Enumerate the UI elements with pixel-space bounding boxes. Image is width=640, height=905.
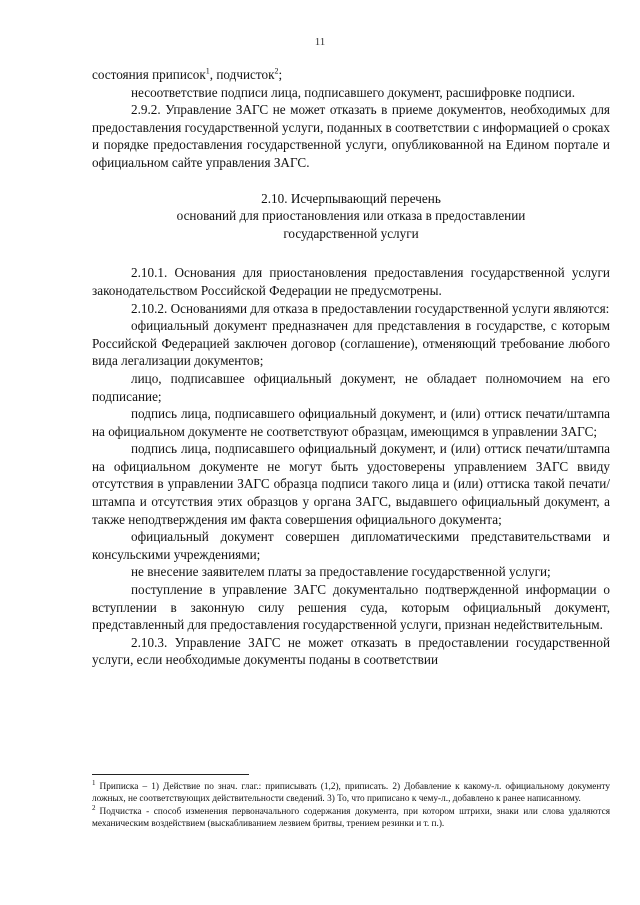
section-heading — [92, 190, 610, 243]
footnote-ref-1[interactable]: 1 — [205, 66, 210, 76]
list-item: официальный документ совершен дипломатическими представительствами и консульскими учреждениями; — [92, 529, 610, 562]
list-item: подпись лица, подписавшего официальный документ, и (или) оттиск печати/штампа на официальном документе не могут быть удостоверены управлением ЗАГС ввиду отсутствия в управлении ЗАГС образца подписи такого лица и (или) оттиска такой печати/штампа и отсутствия этих образцов у органа ЗАГС, выдавшего официальный документ, а также неподтверждения им факта совершения официального документа; — [92, 441, 610, 527]
paragraph: 2.9.2. Управление ЗАГС не может отказать в приеме документов, необходимых для предоставления государственной услуги, поданных в соответствии с информацией о сроках и порядке предоставления государственной услуги, опубликованной на Едином портале и официальном сайте управления ЗАГС. — [92, 102, 610, 170]
paragraph-continuation: состояния приписок$^1$, подчисток$^2$; — [92, 66, 283, 82]
page-number: 11 — [314, 36, 326, 48]
paragraph: 2.10.3. Управление ЗАГС не может отказать в предоставлении государственной услуги, если необходимые документы поданы в соответствии — [92, 634, 610, 668]
footnote-text: Приписка – 1) Действие по знач. глаг.: приписывать (1,2), приписать. 2) Добавление к какому-л. официальному документу ложных, не соответствующих действительности сведений. 3) То, что приписано к чему-л., добавлено к ранее написанному. — [92, 782, 610, 805]
heading-line: 2.10. Исчерпывающий перечень — [261, 190, 441, 206]
footnote-ref-2[interactable]: 2 — [274, 66, 279, 76]
footnotes — [92, 778, 610, 831]
heading-line: оснований для приостановления или отказа в предоставлении — [176, 208, 526, 224]
document-body — [92, 66, 610, 669]
footnote-2 — [92, 803, 610, 831]
paragraph: 2.10.2. Основаниями для отказа в предоставлении государственной услуги являются: — [131, 300, 610, 316]
footnote-number: 1 — [92, 778, 96, 787]
list-item: лицо, подписавшее официальный документ, не обладает полномочием на его подписание; — [92, 370, 610, 404]
list-item: поступление в управление ЗАГС документально подтвержденной информации о вступлении в законную силу решения суда, которым официальный документ, представленный для предоставления государственной услуги, признан недействительным. — [92, 582, 610, 633]
list-item: подпись лица, подписавшего официальный документ, и (или) оттиск печати/штампа на официальном документе не соответствуют образцам, имеющимся в управлении ЗАГС; — [92, 406, 610, 439]
list-item: официальный документ предназначен для представления в государстве, с которым Российской Федерацией заключен договор (соглашение), отменяющий требование любого вида легализации документов; — [92, 318, 610, 369]
footnote-text: Подчистка - способ изменения первоначального содержания документа, при котором штрихи, знаки или слова удаляются механическим воздействием (выскабливанием лезвием бритвы, трением резинки и т. п.). — [92, 806, 610, 830]
footnote-divider — [92, 774, 249, 775]
paragraph: 2.10.1. Основания для приостановления предоставления государственной услуги законодательством Российской Федерации не предусмотрены. — [92, 265, 610, 298]
paragraph: несоответствие подписи лица, подписавшего документ, расшифровке подписи. — [131, 84, 576, 100]
heading-line: государственной услуги — [283, 225, 419, 241]
footnote-1 — [92, 778, 610, 806]
list-item: не внесение заявителем платы за предоставление государственной услуги; — [131, 564, 551, 580]
footnote-number: 2 — [92, 803, 96, 812]
